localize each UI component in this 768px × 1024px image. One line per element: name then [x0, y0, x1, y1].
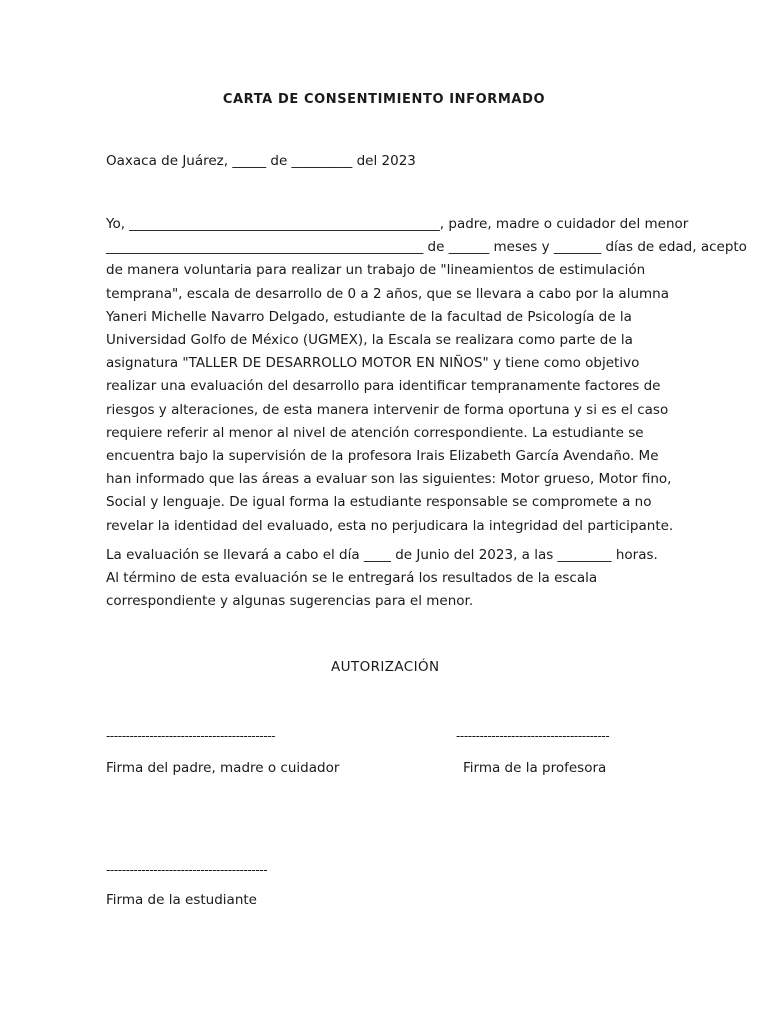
paragraph-line: riesgos y alteraciones, de esta manera intervenir de forma oportuna y si es el caso: [106, 401, 669, 418]
evaluation-paragraph: [106, 544, 666, 614]
parent-signature-label: Firma del padre, madre o cuidador: [106, 760, 340, 776]
paragraph-line: requiere referir al menor al nivel de atención correspondiente. La estudiante se: [106, 424, 644, 441]
parent-signature-line: -------------------------------------------: [106, 729, 275, 743]
paragraph-line: Social y lenguaje. De igual forma la estudiante responsable se compromete a no: [106, 494, 652, 511]
document-title: CARTA DE CONSENTIMIENTO INFORMADO: [222, 92, 546, 107]
professor-signature-label: Firma de la profesora: [463, 760, 607, 776]
paragraph-line: encuentra bajo la supervisión de la profesora Irais Elizabeth García Avendaño. Me: [106, 448, 659, 465]
paragraph-line: temprana", escala de desarrollo de 0 a 2 años, que se llevara a cabo por la alumna: [106, 285, 669, 302]
paragraph-line: Universidad Golfo de México (UGMEX), la Escala se realizara como parte de la: [106, 332, 633, 349]
paragraph-line: Yaneri Michelle Navarro Delgado, estudiante de la facultad de Psicología de la: [106, 308, 632, 325]
paragraph-line: correspondiente y algunas sugerencias para el menor.: [106, 593, 474, 610]
paragraph-line: La evaluación se llevará a cabo el día ____ de Junio del 2023, a las ________ horas.: [106, 547, 658, 563]
consent-paragraph: [106, 213, 747, 538]
paragraph-line: han informado que las áreas a evaluar son las siguientes: Motor grueso, Motor fino,: [106, 471, 672, 488]
paragraph-line: revelar la identidad del evaluado, esta no perjudicara la integridad del participante.: [106, 517, 674, 534]
paragraph-line: Al término de esta evaluación se le entregará los resultados de la escala: [106, 570, 598, 587]
paragraph-line: asignatura "TALLER DE DESARROLLO MOTOR EN NIÑOS" y tiene como objetivo: [106, 355, 640, 372]
paragraph-line: realizar una evaluación del desarrollo para identificar tempranamente factores de: [106, 378, 661, 395]
paragraph-line: Yo, ______________________________________________, padre, madre o cuidador del menor: [106, 216, 689, 232]
student-signature-label: Firma de la estudiante: [106, 892, 257, 908]
student-signature-line: -----------------------------------------: [106, 863, 268, 877]
paragraph-line: _______________________________________________ de ______ meses y _______ días de edad, acepto: [106, 239, 747, 256]
paragraph-line: de manera voluntaria para realizar un trabajo de "lineamientos de estimulación: [106, 262, 646, 279]
place-date-line: Oaxaca de Juárez, _____ de _________ del 2023: [106, 153, 416, 169]
authorization-heading: AUTORIZACIÓN: [331, 659, 440, 675]
professor-signature-line: ---------------------------------------: [456, 729, 610, 743]
